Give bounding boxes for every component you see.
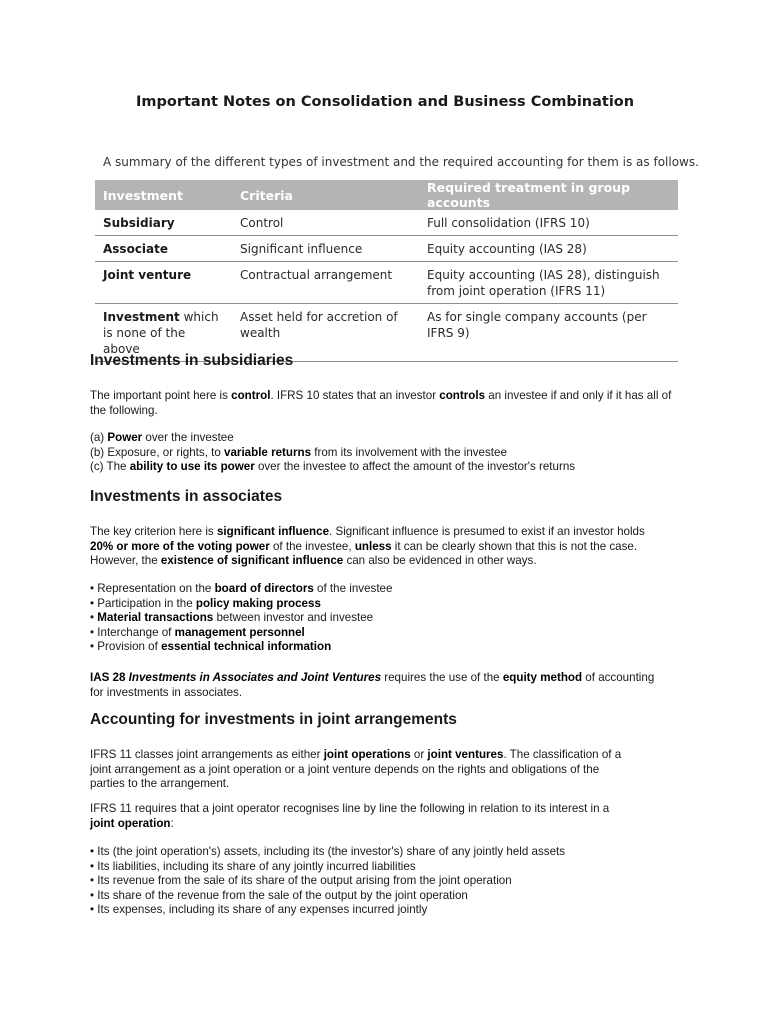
joint-operation-paragraph: IFRS 11 requires that a joint operator recognises line by line the following in relation to its interest in a joint operation: <box>90 802 610 830</box>
section-heading-subsidiaries: Investments in subsidiaries <box>90 352 294 369</box>
joint-operation-items-list <box>90 845 682 918</box>
subsidiaries-paragraph: The important point here is control. IFRS 10 states that an investor controls an investee if and only if it has all of the following. <box>90 389 672 417</box>
investment-cell: Joint venture <box>95 262 232 304</box>
criteria-cell: Control <box>232 210 419 236</box>
criteria-cell: Significant influence <box>232 236 419 262</box>
list-item: • Its expenses, including its share of any expenses incurred jointly <box>90 903 428 916</box>
list-item: • Representation on the board of directors of the investee <box>90 582 393 595</box>
list-item: • Interchange of management personnel <box>90 625 305 639</box>
list-item: • Its (the joint operation's) assets, including its (the investor's) share of any jointly held assets <box>90 845 566 858</box>
list-item: • Provision of essential technical information <box>90 640 332 653</box>
criteria-cell: Contractual arrangement <box>232 262 419 304</box>
section-heading-associates: Investments in associates <box>90 488 283 505</box>
investment-cell: Subsidiary <box>95 210 232 236</box>
ias28-paragraph: IAS 28 Investments in Associates and Joint Ventures requires the use of the equity method of accounting for investments in associates. <box>90 671 655 699</box>
treatment-cell: Equity accounting (IAS 28) <box>419 236 678 262</box>
treatment-cell: As for single company accounts (per IFRS 9) <box>419 304 678 362</box>
table-intro: A summary of the different types of investment and the required accounting for them is as follows. <box>103 155 699 169</box>
treatment-cell: Equity accounting (IAS 28), distinguish from joint operation (IFRS 11) <box>419 262 678 304</box>
page-title: Important Notes on Consolidation and Business Combination <box>136 94 635 110</box>
joint-arrangements-paragraph: IFRS 11 classes joint arrangements as either joint operations or joint ventures. The classification of a joint arrangement as a joint operation or a joint venture depends on the rights and obligations of the parties to the arrangement. <box>90 748 622 790</box>
list-item: • Its liabilities, including its share of any jointly incurred liabilities <box>90 859 416 873</box>
significant-influence-indicators <box>90 582 682 655</box>
table-header-row <box>95 180 678 210</box>
table-row <box>95 262 678 304</box>
associates-paragraph: The key criterion here is significant influence. Significant influence is presumed to exist if an investor holds 20% or more of the voting power of the investee, unless it can be clearly shown that this is not the case. However, the existence of significant influence can also be evidenced in other ways. <box>90 525 645 567</box>
investment-cell: Associate <box>95 236 232 262</box>
list-item: (c) The ability to use its power over the investee to affect the amount of the investor's returns <box>90 460 576 473</box>
list-item: • Its share of the revenue from the sale of the output by the joint operation <box>90 888 468 902</box>
column-header: Investment <box>95 180 232 210</box>
list-item: • Participation in the policy making process <box>90 596 321 610</box>
list-item: (a) Power over the investee <box>90 431 234 444</box>
control-criteria-list <box>90 431 682 475</box>
column-header: Criteria <box>232 180 419 210</box>
section-heading-joint-arrangements: Accounting for investments in joint arrangements <box>90 711 457 728</box>
criteria-cell: Asset held for accretion of wealth <box>232 304 419 362</box>
table-row <box>95 236 678 262</box>
table-row <box>95 210 678 236</box>
investment-cell: Investment which is none of the above <box>95 304 232 362</box>
column-header: Required treatment in group accounts <box>419 180 678 210</box>
treatment-cell: Full consolidation (IFRS 10) <box>419 210 678 236</box>
investment-summary-table <box>95 180 678 362</box>
list-item: • Its revenue from the sale of its share of the output arising from the joint operation <box>90 874 512 887</box>
list-item: • Material transactions between investor and investee <box>90 611 374 624</box>
list-item: (b) Exposure, or rights, to variable returns from its involvement with the investee <box>90 445 507 459</box>
